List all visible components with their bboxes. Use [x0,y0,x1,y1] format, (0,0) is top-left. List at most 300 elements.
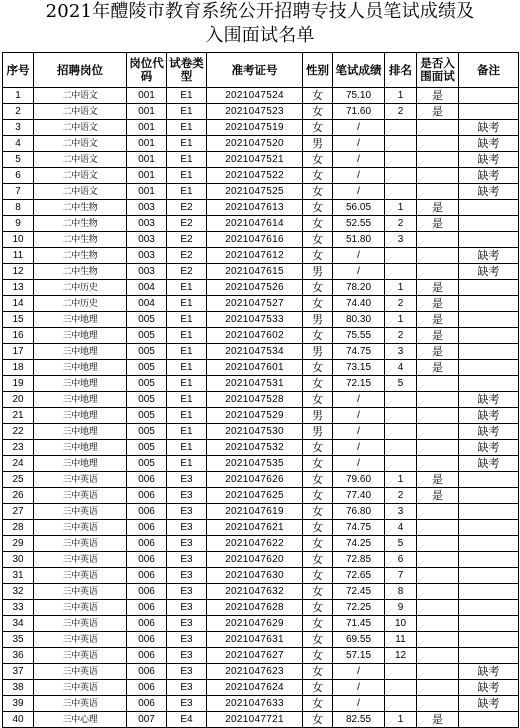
cell-rank: 2 [385,216,417,232]
cell-rank: 1 [385,280,417,296]
cell-rank: 6 [385,552,417,568]
cell-score: 76.80 [333,504,385,520]
cell-seq: 11 [3,248,34,264]
cell-position: 三中地理 [34,376,127,392]
cell-interview: 是 [417,312,459,328]
cell-remark [459,616,519,632]
cell-remark: 缺考 [459,664,519,680]
cell-seq: 28 [3,520,34,536]
cell-gender: 女 [303,472,333,488]
table-row [3,408,519,424]
cell-position: 三中地理 [34,328,127,344]
header-gender: 性别 [303,53,333,88]
cell-seq: 31 [3,568,34,584]
cell-interview [417,632,459,648]
cell-score: / [333,184,385,200]
cell-rank [385,152,417,168]
table-row [3,88,519,104]
cell-exam-number: 2021047528 [207,392,303,408]
cell-paper-type: E1 [167,296,207,312]
cell-rank [385,392,417,408]
header-paper-type: 试卷类型 [167,53,207,88]
cell-rank [385,168,417,184]
cell-position: 二中生物 [34,200,127,216]
cell-score: / [333,408,385,424]
cell-position-code: 005 [127,456,167,472]
cell-position-code: 005 [127,440,167,456]
cell-gender: 女 [303,248,333,264]
cell-gender: 女 [303,296,333,312]
cell-paper-type: E1 [167,328,207,344]
cell-exam-number: 2021047522 [207,168,303,184]
cell-rank: 3 [385,504,417,520]
cell-interview [417,136,459,152]
cell-rank [385,424,417,440]
table-row [3,376,519,392]
cell-position: 二中语文 [34,168,127,184]
cell-position: 二中语文 [34,136,127,152]
cell-interview [417,616,459,632]
cell-seq: 7 [3,184,34,200]
cell-remark: 缺考 [459,456,519,472]
cell-position: 三中英语 [34,648,127,664]
table-row [3,520,519,536]
cell-position: 三中英语 [34,696,127,712]
cell-remark [459,600,519,616]
cell-paper-type: E4 [167,712,207,728]
cell-rank: 1 [385,472,417,488]
table-row [3,712,519,728]
cell-exam-number: 2021047627 [207,648,303,664]
cell-paper-type: E1 [167,456,207,472]
cell-paper-type: E3 [167,488,207,504]
cell-interview [417,600,459,616]
cell-paper-type: E1 [167,392,207,408]
cell-paper-type: E1 [167,104,207,120]
cell-gender: 男 [303,136,333,152]
cell-exam-number: 2021047530 [207,424,303,440]
cell-seq: 25 [3,472,34,488]
cell-exam-number: 2021047602 [207,328,303,344]
cell-rank [385,408,417,424]
cell-score: / [333,392,385,408]
cell-position-code: 007 [127,712,167,728]
cell-rank [385,456,417,472]
table-row [3,616,519,632]
cell-interview: 是 [417,360,459,376]
cell-score: 74.40 [333,296,385,312]
cell-score: 80.30 [333,312,385,328]
cell-position-code: 006 [127,696,167,712]
table-row [3,280,519,296]
cell-paper-type: E1 [167,184,207,200]
cell-gender: 女 [303,200,333,216]
cell-interview [417,248,459,264]
cell-remark: 缺考 [459,424,519,440]
cell-rank [385,184,417,200]
cell-interview [417,680,459,696]
cell-seq: 5 [3,152,34,168]
table-row [3,504,519,520]
table-row [3,136,519,152]
table-row [3,456,519,472]
table-row [3,472,519,488]
header-position: 招聘岗位 [34,53,127,88]
table-header-row [3,53,519,88]
cell-position-code: 006 [127,584,167,600]
cell-exam-number: 2021047625 [207,488,303,504]
cell-interview: 是 [417,296,459,312]
cell-score: 75.55 [333,328,385,344]
cell-gender: 女 [303,104,333,120]
cell-remark: 缺考 [459,392,519,408]
cell-position-code: 005 [127,312,167,328]
cell-position: 三中英语 [34,584,127,600]
cell-paper-type: E3 [167,568,207,584]
cell-paper-type: E1 [167,376,207,392]
cell-rank [385,248,417,264]
table-row [3,600,519,616]
cell-position: 三中英语 [34,472,127,488]
cell-exam-number: 2021047623 [207,664,303,680]
cell-position-code: 006 [127,600,167,616]
cell-paper-type: E1 [167,312,207,328]
cell-gender: 女 [303,696,333,712]
cell-position: 三中英语 [34,536,127,552]
cell-remark [459,584,519,600]
cell-interview: 是 [417,88,459,104]
cell-exam-number: 2021047524 [207,88,303,104]
table-row [3,248,519,264]
cell-rank: 7 [385,568,417,584]
cell-position-code: 006 [127,648,167,664]
cell-position-code: 006 [127,616,167,632]
cell-gender: 女 [303,664,333,680]
cell-position: 二中生物 [34,216,127,232]
cell-position-code: 001 [127,120,167,136]
cell-interview [417,376,459,392]
cell-exam-number: 2021047624 [207,680,303,696]
cell-remark [459,712,519,728]
cell-rank: 5 [385,536,417,552]
cell-position: 三中地理 [34,312,127,328]
cell-paper-type: E3 [167,584,207,600]
cell-interview [417,152,459,168]
cell-exam-number: 2021047526 [207,280,303,296]
table-row [3,424,519,440]
cell-rank: 5 [385,376,417,392]
cell-remark [459,280,519,296]
cell-position: 二中语文 [34,184,127,200]
cell-exam-number: 2021047721 [207,712,303,728]
cell-remark: 缺考 [459,136,519,152]
cell-interview [417,536,459,552]
cell-gender: 女 [303,584,333,600]
table-body [3,88,519,728]
cell-position-code: 006 [127,680,167,696]
results-table [2,52,519,728]
header-interview: 是否入围面试 [417,53,459,88]
cell-seq: 9 [3,216,34,232]
cell-position-code: 006 [127,520,167,536]
cell-seq: 24 [3,456,34,472]
cell-remark: 缺考 [459,248,519,264]
cell-remark [459,328,519,344]
header-exam-number: 准考证号 [207,53,303,88]
cell-score: / [333,664,385,680]
cell-exam-number: 2021047532 [207,440,303,456]
cell-interview: 是 [417,200,459,216]
cell-score: / [333,264,385,280]
cell-remark [459,232,519,248]
cell-gender: 女 [303,328,333,344]
cell-position: 三中英语 [34,616,127,632]
cell-seq: 3 [3,120,34,136]
cell-position: 二中生物 [34,232,127,248]
cell-position-code: 006 [127,488,167,504]
cell-interview: 是 [417,712,459,728]
cell-paper-type: E1 [167,88,207,104]
cell-seq: 40 [3,712,34,728]
cell-score: / [333,696,385,712]
cell-score: / [333,120,385,136]
cell-gender: 女 [303,168,333,184]
cell-rank [385,680,417,696]
cell-exam-number: 2021047615 [207,264,303,280]
cell-interview: 是 [417,280,459,296]
cell-paper-type: E2 [167,264,207,280]
cell-seq: 18 [3,360,34,376]
cell-exam-number: 2021047519 [207,120,303,136]
cell-score: 71.60 [333,104,385,120]
cell-paper-type: E2 [167,248,207,264]
cell-position-code: 005 [127,328,167,344]
cell-paper-type: E3 [167,552,207,568]
cell-remark [459,200,519,216]
cell-position: 三中地理 [34,408,127,424]
cell-rank: 2 [385,296,417,312]
cell-exam-number: 2021047531 [207,376,303,392]
cell-position: 二中语文 [34,88,127,104]
cell-score: / [333,456,385,472]
cell-score: 74.25 [333,536,385,552]
cell-exam-number: 2021047612 [207,248,303,264]
cell-exam-number: 2021047630 [207,568,303,584]
cell-remark: 缺考 [459,440,519,456]
cell-score: 69.55 [333,632,385,648]
cell-score: 57.15 [333,648,385,664]
cell-exam-number: 2021047622 [207,536,303,552]
cell-position-code: 005 [127,424,167,440]
cell-paper-type: E1 [167,136,207,152]
cell-exam-number: 2021047601 [207,360,303,376]
cell-seq: 27 [3,504,34,520]
table-row [3,168,519,184]
cell-position-code: 001 [127,88,167,104]
cell-position: 三中英语 [34,504,127,520]
cell-paper-type: E3 [167,600,207,616]
cell-rank [385,664,417,680]
cell-position-code: 006 [127,632,167,648]
cell-gender: 女 [303,376,333,392]
cell-interview [417,456,459,472]
table-row [3,552,519,568]
cell-paper-type: E1 [167,440,207,456]
cell-interview [417,504,459,520]
cell-gender: 女 [303,600,333,616]
cell-rank: 2 [385,328,417,344]
cell-position: 二中生物 [34,248,127,264]
page-title [0,0,520,52]
cell-gender: 女 [303,456,333,472]
table-row [3,104,519,120]
cell-gender: 女 [303,712,333,728]
cell-position-code: 001 [127,184,167,200]
cell-position: 三中地理 [34,456,127,472]
cell-remark: 缺考 [459,168,519,184]
cell-remark [459,472,519,488]
cell-position: 三中英语 [34,632,127,648]
cell-position-code: 003 [127,200,167,216]
table-row [3,200,519,216]
cell-position: 三中英语 [34,664,127,680]
cell-exam-number: 2021047628 [207,600,303,616]
cell-exam-number: 2021047613 [207,200,303,216]
cell-seq: 16 [3,328,34,344]
cell-seq: 10 [3,232,34,248]
cell-seq: 34 [3,616,34,632]
cell-seq: 13 [3,280,34,296]
cell-position-code: 003 [127,216,167,232]
cell-seq: 14 [3,296,34,312]
cell-exam-number: 2021047535 [207,456,303,472]
cell-remark [459,632,519,648]
cell-seq: 1 [3,88,34,104]
cell-paper-type: E3 [167,680,207,696]
cell-seq: 36 [3,648,34,664]
table-row [3,120,519,136]
cell-seq: 2 [3,104,34,120]
cell-rank: 10 [385,616,417,632]
cell-interview [417,120,459,136]
cell-score: / [333,440,385,456]
cell-exam-number: 2021047619 [207,504,303,520]
cell-position: 二中语文 [34,152,127,168]
cell-exam-number: 2021047633 [207,696,303,712]
cell-position-code: 001 [127,136,167,152]
cell-score: 82.55 [333,712,385,728]
cell-paper-type: E1 [167,408,207,424]
cell-seq: 8 [3,200,34,216]
cell-remark: 缺考 [459,696,519,712]
cell-paper-type: E3 [167,664,207,680]
cell-exam-number: 2021047620 [207,552,303,568]
cell-paper-type: E1 [167,152,207,168]
cell-gender: 女 [303,504,333,520]
cell-remark [459,488,519,504]
cell-paper-type: E3 [167,648,207,664]
cell-exam-number: 2021047631 [207,632,303,648]
cell-remark [459,520,519,536]
cell-position: 三中地理 [34,424,127,440]
cell-score: 73.15 [333,360,385,376]
table-row [3,360,519,376]
table-row [3,568,519,584]
cell-gender: 女 [303,536,333,552]
cell-gender: 女 [303,648,333,664]
cell-gender: 男 [303,408,333,424]
cell-remark [459,312,519,328]
cell-remark: 缺考 [459,184,519,200]
cell-seq: 19 [3,376,34,392]
cell-interview: 是 [417,216,459,232]
cell-seq: 32 [3,584,34,600]
cell-interview [417,184,459,200]
cell-score: / [333,248,385,264]
table-row [3,584,519,600]
cell-position-code: 001 [127,104,167,120]
cell-interview [417,408,459,424]
cell-score: 74.75 [333,344,385,360]
table-row [3,648,519,664]
cell-interview: 是 [417,488,459,504]
cell-gender: 女 [303,680,333,696]
cell-exam-number: 2021047614 [207,216,303,232]
cell-seq: 12 [3,264,34,280]
cell-gender: 男 [303,312,333,328]
cell-gender: 女 [303,280,333,296]
cell-paper-type: E3 [167,504,207,520]
cell-gender: 女 [303,232,333,248]
cell-interview [417,168,459,184]
cell-exam-number: 2021047626 [207,472,303,488]
cell-score: 77.40 [333,488,385,504]
cell-interview [417,264,459,280]
table-row [3,264,519,280]
cell-remark [459,296,519,312]
title-line-2: 入围面试名单 [205,25,315,46]
cell-position-code: 005 [127,408,167,424]
cell-rank: 1 [385,88,417,104]
cell-paper-type: E3 [167,632,207,648]
cell-seq: 4 [3,136,34,152]
cell-position: 三中英语 [34,520,127,536]
cell-interview [417,424,459,440]
cell-position-code: 004 [127,296,167,312]
cell-gender: 女 [303,488,333,504]
cell-interview [417,520,459,536]
cell-position-code: 001 [127,152,167,168]
cell-paper-type: E1 [167,280,207,296]
cell-exam-number: 2021047523 [207,104,303,120]
cell-rank: 1 [385,712,417,728]
cell-score: 72.65 [333,568,385,584]
cell-gender: 男 [303,264,333,280]
cell-seq: 15 [3,312,34,328]
cell-position-code: 006 [127,568,167,584]
cell-position: 三中心理 [34,712,127,728]
cell-score: 72.85 [333,552,385,568]
cell-rank: 4 [385,360,417,376]
cell-score: 78.20 [333,280,385,296]
cell-rank: 3 [385,344,417,360]
cell-interview [417,440,459,456]
cell-rank [385,264,417,280]
cell-score: 74.75 [333,520,385,536]
cell-position-code: 006 [127,664,167,680]
cell-remark [459,552,519,568]
cell-position: 二中生物 [34,264,127,280]
